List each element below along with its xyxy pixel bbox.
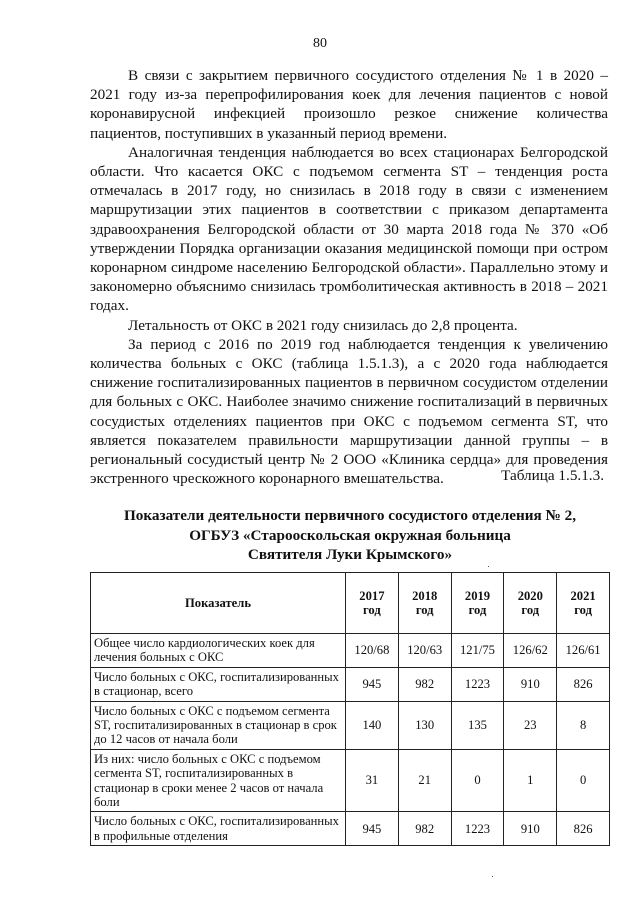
paragraph: Летальность от ОКС в 2021 году снизилась до 2,8 процента. — [128, 316, 518, 334]
row-value: 126/61 — [557, 634, 610, 668]
row-indicator: Из них: число больных с ОКС с подъемом сегмента ST, госпитализированных в стационар в сроки менее 2 часов от начала боли — [91, 749, 346, 812]
row-value: 982 — [398, 667, 451, 701]
row-value: 126/62 — [504, 634, 557, 668]
header-year-unit: год — [468, 603, 487, 617]
table-title — [90, 506, 610, 565]
row-indicator: Число больных с ОКС, госпитализированных в профильные отделения — [91, 812, 346, 846]
header-year — [346, 573, 399, 634]
paragraph: В связи с закрытием первичного сосудистого отделения № 1 в 2020 – 2021 году из-за перепрофилирования коек для лечения пациентов с новой коронавирусной инфекцией произошло резкое снижение количества пациентов, поступивших в указанный период времени. — [90, 67, 608, 142]
paragraph: Аналогичная тенденция наблюдается во всех стационарах Белгородской области. Что касается ОКС с подъемом сегмента ST – тенденция роста отмечалась в 2017 году, но снизилась в 2018 году в связи с изменением маршрутизации этих пациентов в соответствии с приказом департамента здравоохранения Белгородской области от 30 марта 2018 года № 370 «Об утверждении Порядка организации оказания медицинской помощи при остром коронарном синдроме населению Белгородской области». Параллельно этому и закономерно объяснимо снизилась тромболитическая активность в 2018 – 2021 годах. — [90, 143, 608, 315]
header-year-unit: год — [521, 603, 540, 617]
paragraph: За период с 2016 по 2019 год наблюдается тенденция к увеличению количества больных с ОКС (таблица 1.5.1.3), а с 2020 года наблюдается снижение госпитализированных пациентов в первичном сосудистом отделении для больных с ОКС. Наиболее значимо снижение госпитализаций в первичных сосудистых отделениях пациентов при ОКС с подъемом сегмента ST, что является показателем правильности маршрутизации данной группы – в региональный сосудистый центр № 2 ООО «Клиника сердца» для проведения экстренного чрескожного коронарного вмешательства. — [90, 335, 608, 488]
body-text — [90, 66, 608, 488]
scan-artifact — [488, 566, 489, 567]
header-year-unit: год — [363, 603, 381, 617]
row-value: 8 — [557, 701, 610, 749]
row-indicator: Общее число кардиологических коек для лечения больных с ОКС — [91, 634, 346, 668]
row-value: 1223 — [451, 812, 504, 846]
header-year-number: 2019 — [464, 588, 491, 603]
row-value: 910 — [504, 812, 557, 846]
table-row — [91, 667, 610, 701]
row-value: 21 — [398, 749, 451, 812]
header-indicator: Показатель — [91, 573, 346, 634]
header-year-number: 2018 — [412, 588, 438, 603]
row-value: 23 — [504, 701, 557, 749]
indicators-table — [90, 572, 610, 846]
header-year-unit: год — [574, 603, 592, 617]
row-value: 0 — [557, 749, 610, 812]
page-number: 80 — [313, 36, 327, 51]
header-year — [504, 573, 557, 634]
row-value: 982 — [398, 812, 451, 846]
row-value: 826 — [557, 812, 610, 846]
header-year — [398, 573, 451, 634]
row-value: 0 — [451, 749, 504, 812]
table-title-line: Показатели деятельности первичного сосудистого отделения № 2, — [123, 507, 577, 524]
table-caption: Таблица 1.5.1.3. — [501, 467, 604, 484]
header-year-number: 2020 — [517, 588, 543, 603]
header-year-number: 2021 — [570, 588, 596, 603]
header-year-unit: год — [415, 603, 434, 617]
scan-artifact — [492, 876, 493, 877]
row-value: 31 — [346, 749, 399, 812]
row-value: 945 — [346, 667, 399, 701]
row-value: 826 — [557, 667, 610, 701]
row-value: 120/68 — [346, 634, 399, 668]
table-row — [91, 812, 610, 846]
table-row — [91, 701, 610, 749]
header-year — [451, 573, 504, 634]
table-row — [91, 749, 610, 812]
table-row — [91, 634, 610, 668]
row-value: 945 — [346, 812, 399, 846]
table-title-line: ОГБУЗ «Старооскольская окружная больница — [189, 526, 511, 544]
header-year-number: 2017 — [359, 588, 385, 603]
table-title-line: Святителя Луки Крымского» — [247, 546, 453, 564]
row-value: 135 — [451, 701, 504, 749]
header-year — [557, 573, 610, 634]
row-value: 140 — [346, 701, 399, 749]
row-indicator: Число больных с ОКС, госпитализированных в стационар, всего — [91, 667, 346, 701]
row-value: 130 — [398, 701, 451, 749]
row-indicator: Число больных с ОКС с подъемом сегмента ST, госпитализированных в стационар в срок до 12 часов от начала боли — [91, 701, 346, 749]
row-value: 120/63 — [398, 634, 451, 668]
table-header-row — [91, 573, 610, 634]
row-value: 1223 — [451, 667, 504, 701]
row-value: 910 — [504, 667, 557, 701]
row-value: 1 — [504, 749, 557, 812]
row-value: 121/75 — [451, 634, 504, 668]
